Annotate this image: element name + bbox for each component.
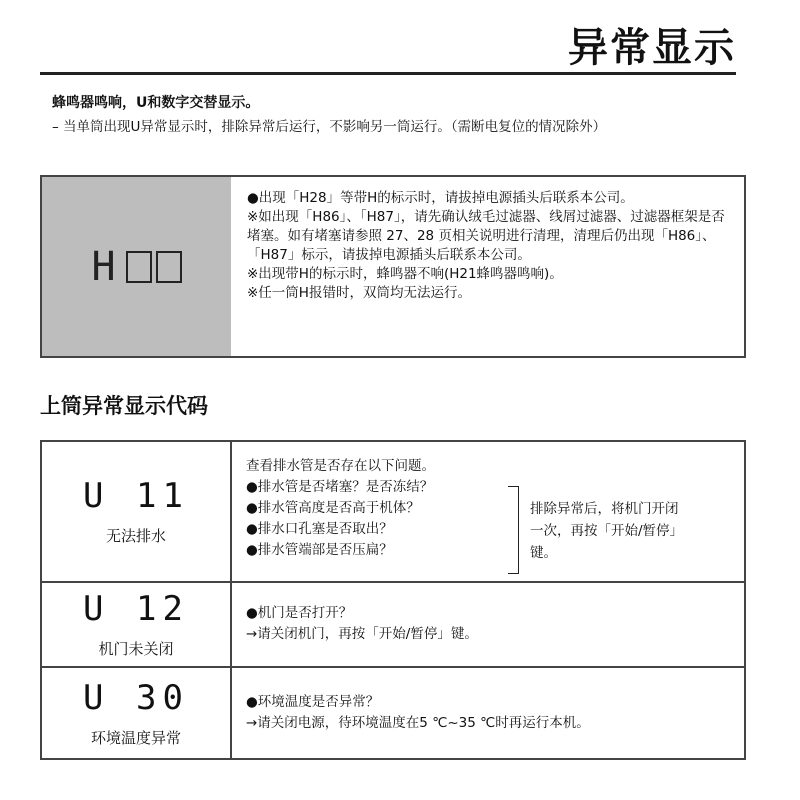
h-code-display xyxy=(91,244,181,290)
description-cell xyxy=(232,583,744,666)
check-item: ●机门是否打开？ xyxy=(246,605,353,621)
h-instruction-line: ※如出现「H86」、「H87」，请先确认绒毛过滤器、线屑过滤器、过滤器框架是否堵塞。如有堵塞请参照 27、28 页相关说明进行清理，清理后仍出现「H86」、「H87」标示，请拔掉电源插头后联系本公司。 xyxy=(247,209,725,263)
error-code-table xyxy=(40,440,746,760)
description-cell xyxy=(232,668,744,758)
section-heading: 上筒异常显示代码 xyxy=(40,394,208,418)
check-item: ●环境温度是否异常？ xyxy=(246,694,380,710)
code-cell xyxy=(42,583,232,666)
check-item: ●排水管是否堵塞？是否冻结？ xyxy=(246,479,434,495)
table-row xyxy=(42,442,744,583)
h-error-instructions xyxy=(231,177,744,356)
code-cell xyxy=(42,442,232,581)
h-instruction-line: ※任一筒H报错时，双筒均无法运行。 xyxy=(247,285,471,301)
h-instruction-line: ●出现「H28」等带H的标示时，请拔掉电源插头后联系本公司。 xyxy=(247,190,634,206)
h-error-panel xyxy=(40,175,746,358)
check-intro: 查看排水管是否存在以下问题。 xyxy=(246,458,435,474)
table-row xyxy=(42,583,744,668)
check-item: ●排水管端部是否压扁？ xyxy=(246,542,393,558)
table-row xyxy=(42,668,744,758)
title-divider xyxy=(40,72,736,75)
code-display: U 12 xyxy=(83,589,189,629)
code-display: U 30 xyxy=(83,677,189,718)
fix-instruction: 排除异常后，将机门开闭一次，再按「开始/暂停」键。 xyxy=(530,501,684,561)
code-cell xyxy=(42,668,232,758)
h-code-letter: H xyxy=(91,243,116,290)
code-label: 机门未关闭 xyxy=(98,640,174,658)
description-cell xyxy=(232,442,744,581)
code-label: 无法排水 xyxy=(105,527,166,545)
blank-digit-box xyxy=(126,251,152,283)
check-item: ●排水口孔塞是否取出？ xyxy=(246,521,393,537)
check-item: ●排水管高度是否高于机体？ xyxy=(246,500,420,516)
single-drum-note: – 当单筒出现U异常显示时，排除异常后运行，不影响另一筒运行。（需断电复位的情况除外） xyxy=(52,119,607,135)
code-display: U 11 xyxy=(83,476,189,516)
action-item: →请关闭机门，再按「开始/暂停」键。 xyxy=(246,626,478,642)
blank-digit-box xyxy=(156,251,182,283)
bracket-divider xyxy=(508,486,519,574)
buzzer-subheading: 蜂鸣器鸣响，U和数字交替显示。 xyxy=(52,95,260,111)
action-item: →请关闭电源，待环境温度在5 ℃~35 ℃时再运行本机。 xyxy=(246,715,590,731)
h-instruction-line: ※出现带H的标示时，蜂鸣器不响(H21蜂鸣器鸣响)。 xyxy=(247,266,563,282)
h-code-display-cell xyxy=(42,177,231,356)
page-title: 异常显示 xyxy=(568,25,736,71)
code-label: 环境温度异常 xyxy=(90,728,181,747)
